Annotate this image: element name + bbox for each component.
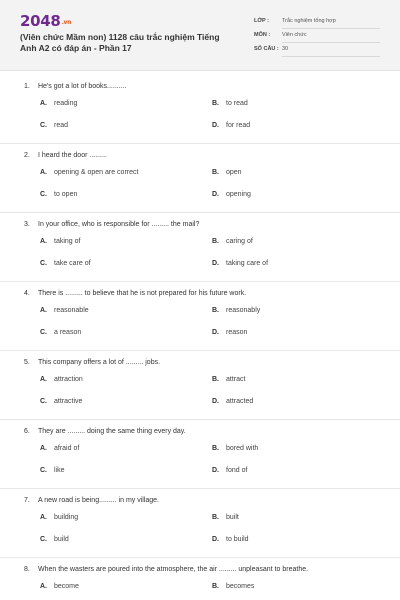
option-text: taking of: [54, 238, 81, 245]
answer-option[interactable]: [212, 307, 260, 314]
option-letter: D.: [212, 536, 219, 543]
question-divider: [0, 557, 400, 558]
option-letter: C.: [40, 191, 47, 198]
option-letter: C.: [40, 122, 47, 129]
meta-count-label: SỐ CÂU :: [254, 46, 279, 52]
option-letter: C.: [40, 467, 47, 474]
option-letter: A.: [40, 238, 47, 245]
option-letter: A.: [40, 514, 47, 521]
document-title: (Viên chức Mầm non) 1128 câu trắc nghiệm Tiếng Anh A2 có đáp án - Phần 17: [20, 32, 220, 53]
option-letter: A.: [40, 445, 47, 452]
question-text: [24, 497, 384, 504]
option-text: a reason: [54, 329, 82, 336]
question-divider: [0, 350, 400, 351]
question-prompt: When the wasters are poured into the atmosphere, the air ......... unpleasant to breathe.: [38, 566, 309, 573]
question-text: [24, 359, 384, 366]
answer-option[interactable]: [212, 445, 258, 452]
meta-count-value: 30: [282, 44, 380, 57]
option-text: like: [54, 467, 65, 474]
answer-option[interactable]: [40, 260, 91, 267]
question-number: 5.: [24, 359, 30, 366]
option-text: attraction: [54, 376, 83, 383]
option-text: reasonably: [226, 307, 261, 314]
answer-option[interactable]: [40, 329, 81, 336]
option-letter: B.: [212, 100, 219, 107]
answer-option[interactable]: [212, 260, 268, 267]
option-text: reading: [54, 100, 78, 107]
answer-option[interactable]: [212, 536, 249, 543]
option-text: caring of: [226, 238, 253, 245]
logo-suffix: .vn: [61, 19, 72, 26]
document-header: [0, 0, 400, 71]
answer-option[interactable]: [212, 238, 253, 245]
answer-option[interactable]: [212, 467, 247, 474]
meta-subject: [254, 30, 380, 42]
question-prompt: In your office, who is responsible for ......... the mail?: [38, 221, 200, 228]
option-text: to open: [54, 191, 78, 198]
option-letter: B.: [212, 514, 219, 521]
answer-option[interactable]: [212, 191, 251, 198]
question-number: 3.: [24, 221, 30, 228]
question-text: [24, 428, 384, 435]
answer-option[interactable]: [212, 514, 239, 521]
option-text: fond of: [226, 467, 248, 474]
question-number: 2.: [24, 152, 30, 159]
option-text: built: [226, 514, 239, 521]
answer-option[interactable]: [40, 122, 68, 129]
option-letter: A.: [40, 376, 47, 383]
option-text: attract: [226, 376, 246, 383]
answer-option[interactable]: [40, 238, 80, 245]
answer-option[interactable]: [40, 536, 69, 543]
option-text: open: [226, 169, 242, 176]
question-prompt: I heard the door .........: [38, 152, 107, 159]
question-text: [24, 566, 384, 573]
question-number: 4.: [24, 290, 30, 297]
question-text: [24, 83, 384, 90]
question-divider: [0, 143, 400, 144]
option-text: bored with: [226, 445, 259, 452]
question-divider: [0, 212, 400, 213]
option-text: attracted: [226, 398, 254, 405]
answer-option[interactable]: [40, 514, 78, 521]
option-letter: C.: [40, 536, 47, 543]
option-letter: A.: [40, 100, 47, 107]
meta-subject-value: Viên chức: [282, 30, 380, 43]
answer-option[interactable]: [212, 169, 242, 176]
logo-main: 2048: [20, 12, 61, 30]
option-text: for read: [226, 122, 251, 129]
meta-class-value: Trắc nghiệm tổng hợp: [282, 16, 380, 29]
option-text: attractive: [54, 398, 83, 405]
option-text: become: [54, 583, 79, 590]
option-letter: B.: [212, 583, 219, 590]
question-prompt: He's got a lot of books..........: [38, 83, 127, 90]
question-number: 6.: [24, 428, 30, 435]
answer-option[interactable]: [212, 583, 254, 590]
question-prompt: There is ......... to believe that he is not prepared for his future work.: [38, 290, 247, 297]
answer-option[interactable]: [212, 122, 250, 129]
question-divider: [0, 281, 400, 282]
option-text: to build: [226, 536, 249, 543]
answer-option[interactable]: [40, 467, 65, 474]
meta-count: [254, 44, 380, 56]
meta-class: [254, 16, 380, 28]
option-letter: C.: [40, 260, 47, 267]
option-text: building: [54, 514, 79, 521]
answer-option[interactable]: [40, 583, 79, 590]
question-number: 8.: [24, 566, 30, 573]
question-number: 1.: [24, 83, 30, 90]
option-text: take care of: [54, 260, 91, 267]
option-text: reasonable: [54, 307, 89, 314]
question-text: [24, 152, 384, 159]
option-letter: D.: [212, 398, 219, 405]
option-letter: B.: [212, 169, 219, 176]
option-letter: C.: [40, 398, 47, 405]
answer-option[interactable]: [212, 398, 253, 405]
option-letter: B.: [212, 376, 219, 383]
answer-option[interactable]: [40, 169, 138, 176]
question-number: 7.: [24, 497, 30, 504]
option-text: afraid of: [54, 445, 80, 452]
answer-option[interactable]: [40, 100, 77, 107]
answer-option[interactable]: [212, 100, 248, 107]
option-text: read: [54, 122, 69, 129]
option-letter: D.: [212, 191, 219, 198]
option-letter: D.: [212, 467, 219, 474]
option-letter: A.: [40, 307, 47, 314]
option-letter: A.: [40, 583, 47, 590]
question-prompt: This company offers a lot of ......... jobs.: [38, 359, 161, 366]
answer-option[interactable]: [212, 376, 245, 383]
option-letter: C.: [40, 329, 47, 336]
answer-option[interactable]: [40, 398, 82, 405]
option-letter: B.: [212, 445, 219, 452]
option-text: reason: [226, 329, 248, 336]
option-text: build: [54, 536, 69, 543]
option-text: becomes: [226, 583, 255, 590]
answer-option[interactable]: [40, 307, 89, 314]
answer-option[interactable]: [40, 445, 79, 452]
question-divider: [0, 419, 400, 420]
option-letter: D.: [212, 329, 219, 336]
option-text: opening: [226, 191, 251, 198]
answer-option[interactable]: [40, 376, 83, 383]
option-letter: B.: [212, 238, 219, 245]
option-text: opening & open are correct: [54, 169, 139, 176]
option-letter: B.: [212, 307, 219, 314]
question-prompt: They are ......... doing the same thing every day.: [38, 428, 186, 435]
meta-class-label: LỚP :: [254, 18, 269, 24]
question-divider: [0, 488, 400, 489]
option-letter: D.: [212, 260, 219, 267]
site-logo[interactable]: [20, 12, 71, 30]
option-letter: D.: [212, 122, 219, 129]
question-text: [24, 221, 384, 228]
answer-option[interactable]: [40, 191, 77, 198]
question-text: [24, 290, 384, 297]
question-prompt: A new road is being......... in my village.: [38, 497, 160, 504]
option-text: taking care of: [226, 260, 269, 267]
meta-subject-label: MÔN :: [254, 32, 271, 38]
option-text: to read: [226, 100, 248, 107]
answer-option[interactable]: [212, 329, 247, 336]
option-letter: A.: [40, 169, 47, 176]
